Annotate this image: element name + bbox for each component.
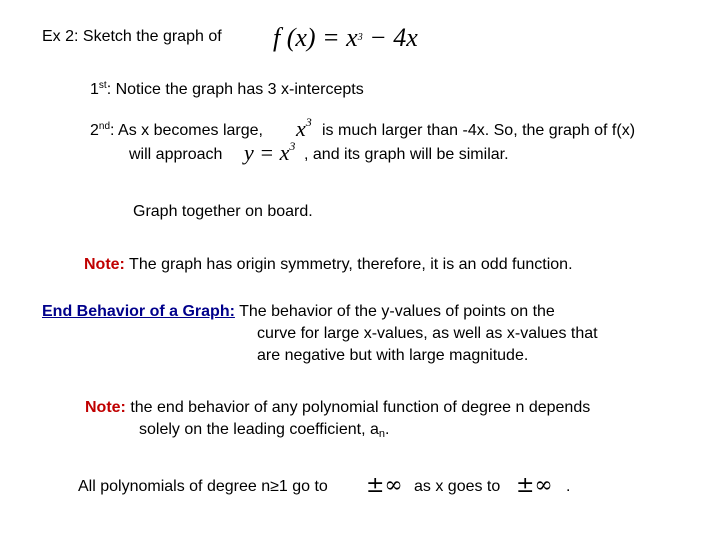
function-formula bbox=[273, 25, 418, 51]
note-degree-line-2 bbox=[139, 422, 389, 438]
note-symmetry bbox=[84, 257, 573, 273]
eq-base: x bbox=[279, 140, 290, 165]
plus-minus-infinity-1 bbox=[366, 475, 403, 497]
x-cubed-inline bbox=[296, 115, 312, 141]
note-2-text-2a: solely on the leading coefficient, a bbox=[139, 421, 379, 438]
step-2-line-2 bbox=[129, 147, 222, 163]
step-2-line-1 bbox=[90, 123, 263, 139]
final-text-b: as x goes to bbox=[414, 478, 501, 495]
example-label: Ex 2: Sketch the graph of bbox=[42, 28, 222, 45]
note-label: Note: bbox=[84, 256, 125, 273]
step-1-num: 1 bbox=[90, 81, 99, 98]
end-behavior-def-1: The behavior of the y-values of points on the bbox=[234, 303, 555, 320]
step-2-text-d: , and its graph will be similar. bbox=[304, 146, 509, 163]
step-2-num: 2 bbox=[90, 122, 99, 139]
note-text: The graph has origin symmetry, therefore, it is an odd function. bbox=[124, 256, 573, 273]
step-2-line-2b bbox=[304, 147, 509, 163]
note-degree-line-1 bbox=[85, 400, 590, 416]
end-behavior-term: End Behavior of a Graph: bbox=[42, 303, 235, 320]
approach-equation bbox=[244, 139, 296, 165]
end-behavior-line-2 bbox=[257, 326, 598, 342]
function-rest: − 4x bbox=[369, 23, 418, 52]
step-2-text-a: : As x becomes large, bbox=[110, 122, 263, 139]
final-line-b bbox=[414, 479, 500, 495]
pm-infinity-1: ±∞ bbox=[366, 473, 403, 498]
final-text-a: All polynomials of degree n≥1 go to bbox=[78, 478, 328, 495]
function-exponent: 3 bbox=[357, 32, 363, 43]
note-2-label: Note: bbox=[85, 399, 126, 416]
board-text: Graph together on board. bbox=[133, 203, 313, 220]
pm-infinity-2: ±∞ bbox=[516, 473, 553, 498]
end-behavior-def-3: are negative but with large magnitude. bbox=[257, 347, 529, 364]
note-2-sub: n bbox=[378, 428, 385, 440]
eq-exp: 3 bbox=[289, 139, 296, 153]
plus-minus-infinity-2 bbox=[516, 475, 553, 497]
eq-lhs: y bbox=[244, 140, 254, 165]
step-1-text: : Notice the graph has 3 x-intercepts bbox=[106, 81, 364, 98]
step-2-text-b: is much larger than -4x. So, the graph of f(x) bbox=[322, 122, 636, 139]
final-line bbox=[78, 479, 328, 495]
step-1 bbox=[90, 82, 364, 98]
function-equals: = bbox=[322, 23, 340, 52]
step-2-sup: nd bbox=[98, 121, 111, 132]
step-2-line-1b bbox=[322, 123, 635, 139]
function-lhs: f (x) bbox=[273, 23, 316, 52]
end-behavior-def-2: curve for large x-values, as well as x-values that bbox=[257, 325, 598, 342]
x-cubed-base: x bbox=[296, 116, 306, 141]
step-2-text-c: will approach bbox=[129, 146, 223, 163]
final-line-c bbox=[566, 479, 570, 495]
end-behavior-line-3 bbox=[257, 348, 528, 364]
x-cubed-exp: 3 bbox=[305, 115, 312, 129]
board-note bbox=[133, 204, 313, 220]
function-base: x bbox=[346, 23, 358, 52]
step-1-sup: st bbox=[98, 80, 107, 91]
end-behavior-line-1 bbox=[42, 304, 555, 320]
note-2-text-1: the end behavior of any polynomial function of degree n depends bbox=[125, 399, 591, 416]
note-2-text-2b: . bbox=[385, 421, 390, 438]
example-heading bbox=[42, 29, 222, 45]
final-text-c: . bbox=[566, 478, 571, 495]
eq-op: = bbox=[259, 140, 275, 165]
